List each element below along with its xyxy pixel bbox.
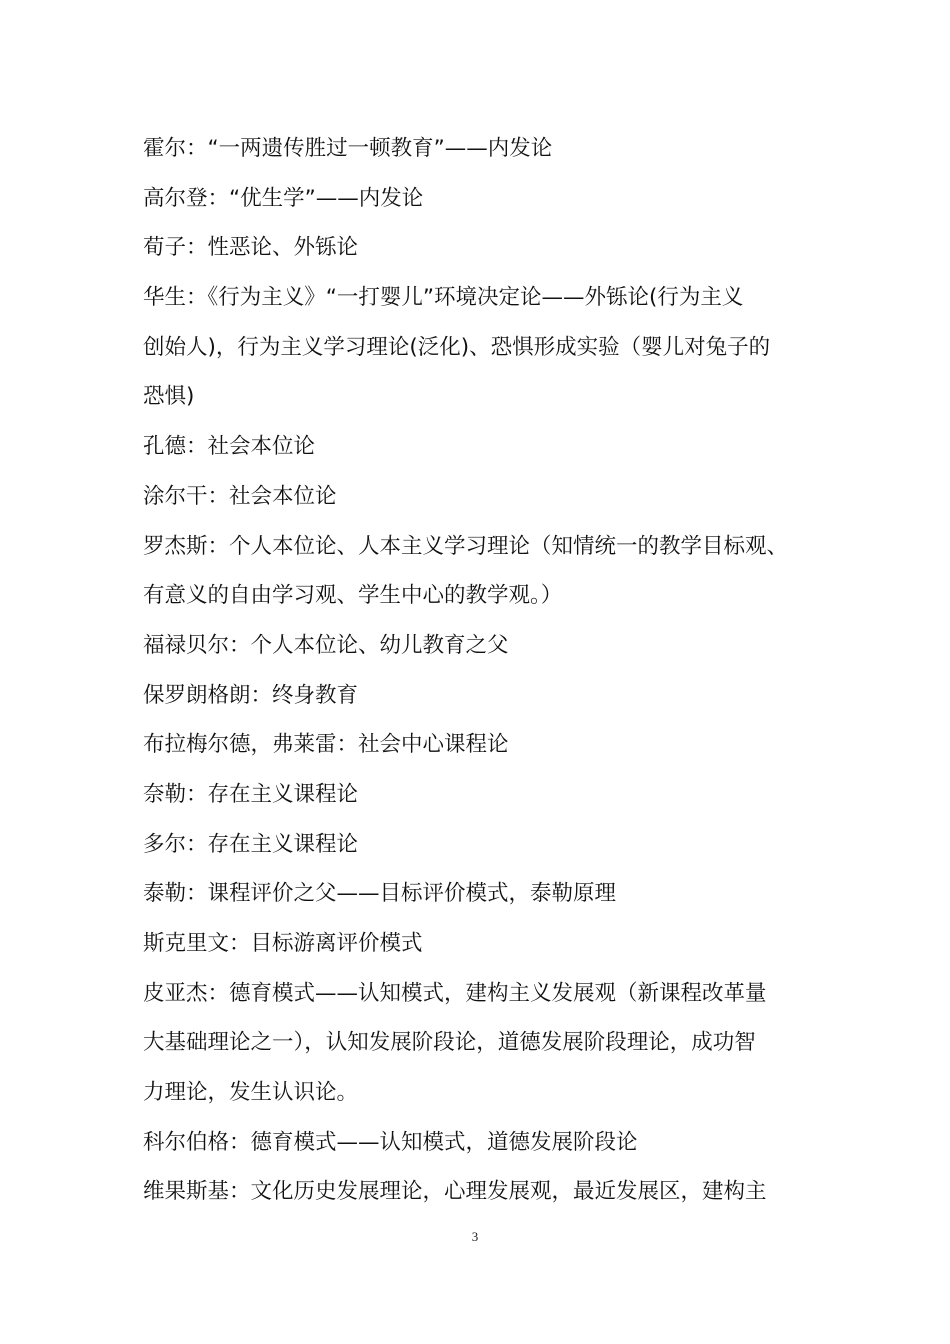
text-line: 恐惧) (143, 384, 195, 410)
text-line: 斯克里文：目标游离评价模式 (143, 931, 423, 956)
text-line: 孔德：社会本位论 (143, 434, 316, 460)
text-line: 保罗朗格朗：终身教育 (143, 682, 359, 708)
document-body (143, 124, 833, 1217)
text-line: 奈勒：存在主义课程论 (143, 781, 359, 807)
text-line: 罗杰斯：个人本位论、人本主义学习理论（知情统一的教学目标观、 (143, 533, 789, 559)
text-line: 创始人)，行为主义学习理论(泛化)、恐惧形成实验（婴儿对兔子的 (143, 334, 771, 360)
text-line: 涂尔干：社会本位论 (143, 483, 337, 509)
text-line: 泰勒：课程评价之父——目标评价模式，泰勒原理 (143, 881, 617, 907)
text-line: 力理论，发生认识论。 (143, 1080, 359, 1106)
page-number: 3 (471, 1229, 479, 1244)
text-line: 福禄贝尔：个人本位论、幼儿教育之父 (143, 632, 509, 658)
text-line: 科尔伯格：德育模式——认知模式，道德发展阶段论 (143, 1129, 638, 1155)
text-line: 大基础理论之一），认知发展阶段论，道德发展阶段理论，成功智 (143, 1030, 756, 1056)
text-line: 多尔：存在主义课程论 (143, 831, 359, 857)
text-line: 有意义的自由学习观、学生中心的教学观。） (143, 583, 563, 609)
text-line: 维果斯基：文化历史发展理论，心理发展观，最近发展区，建构主 (143, 1179, 767, 1205)
text-line: 华生：《行为主义》“一打婴儿”环境决定论——外铄论(行为主义 (143, 285, 744, 311)
text-line: 霍尔：“一两遗传胜过一顿教育”——内发论 (143, 136, 553, 161)
text-line: 皮亚杰：德育模式——认知模式，建构主义发展观（新课程改革量 (143, 980, 767, 1006)
text-line: 荀子：性恶论、外铄论 (143, 235, 359, 261)
text-line: 高尔登：“优生学”——内发论 (143, 185, 424, 211)
text-line: 布拉梅尔德，弗莱雷：社会中心课程论 (143, 732, 509, 758)
